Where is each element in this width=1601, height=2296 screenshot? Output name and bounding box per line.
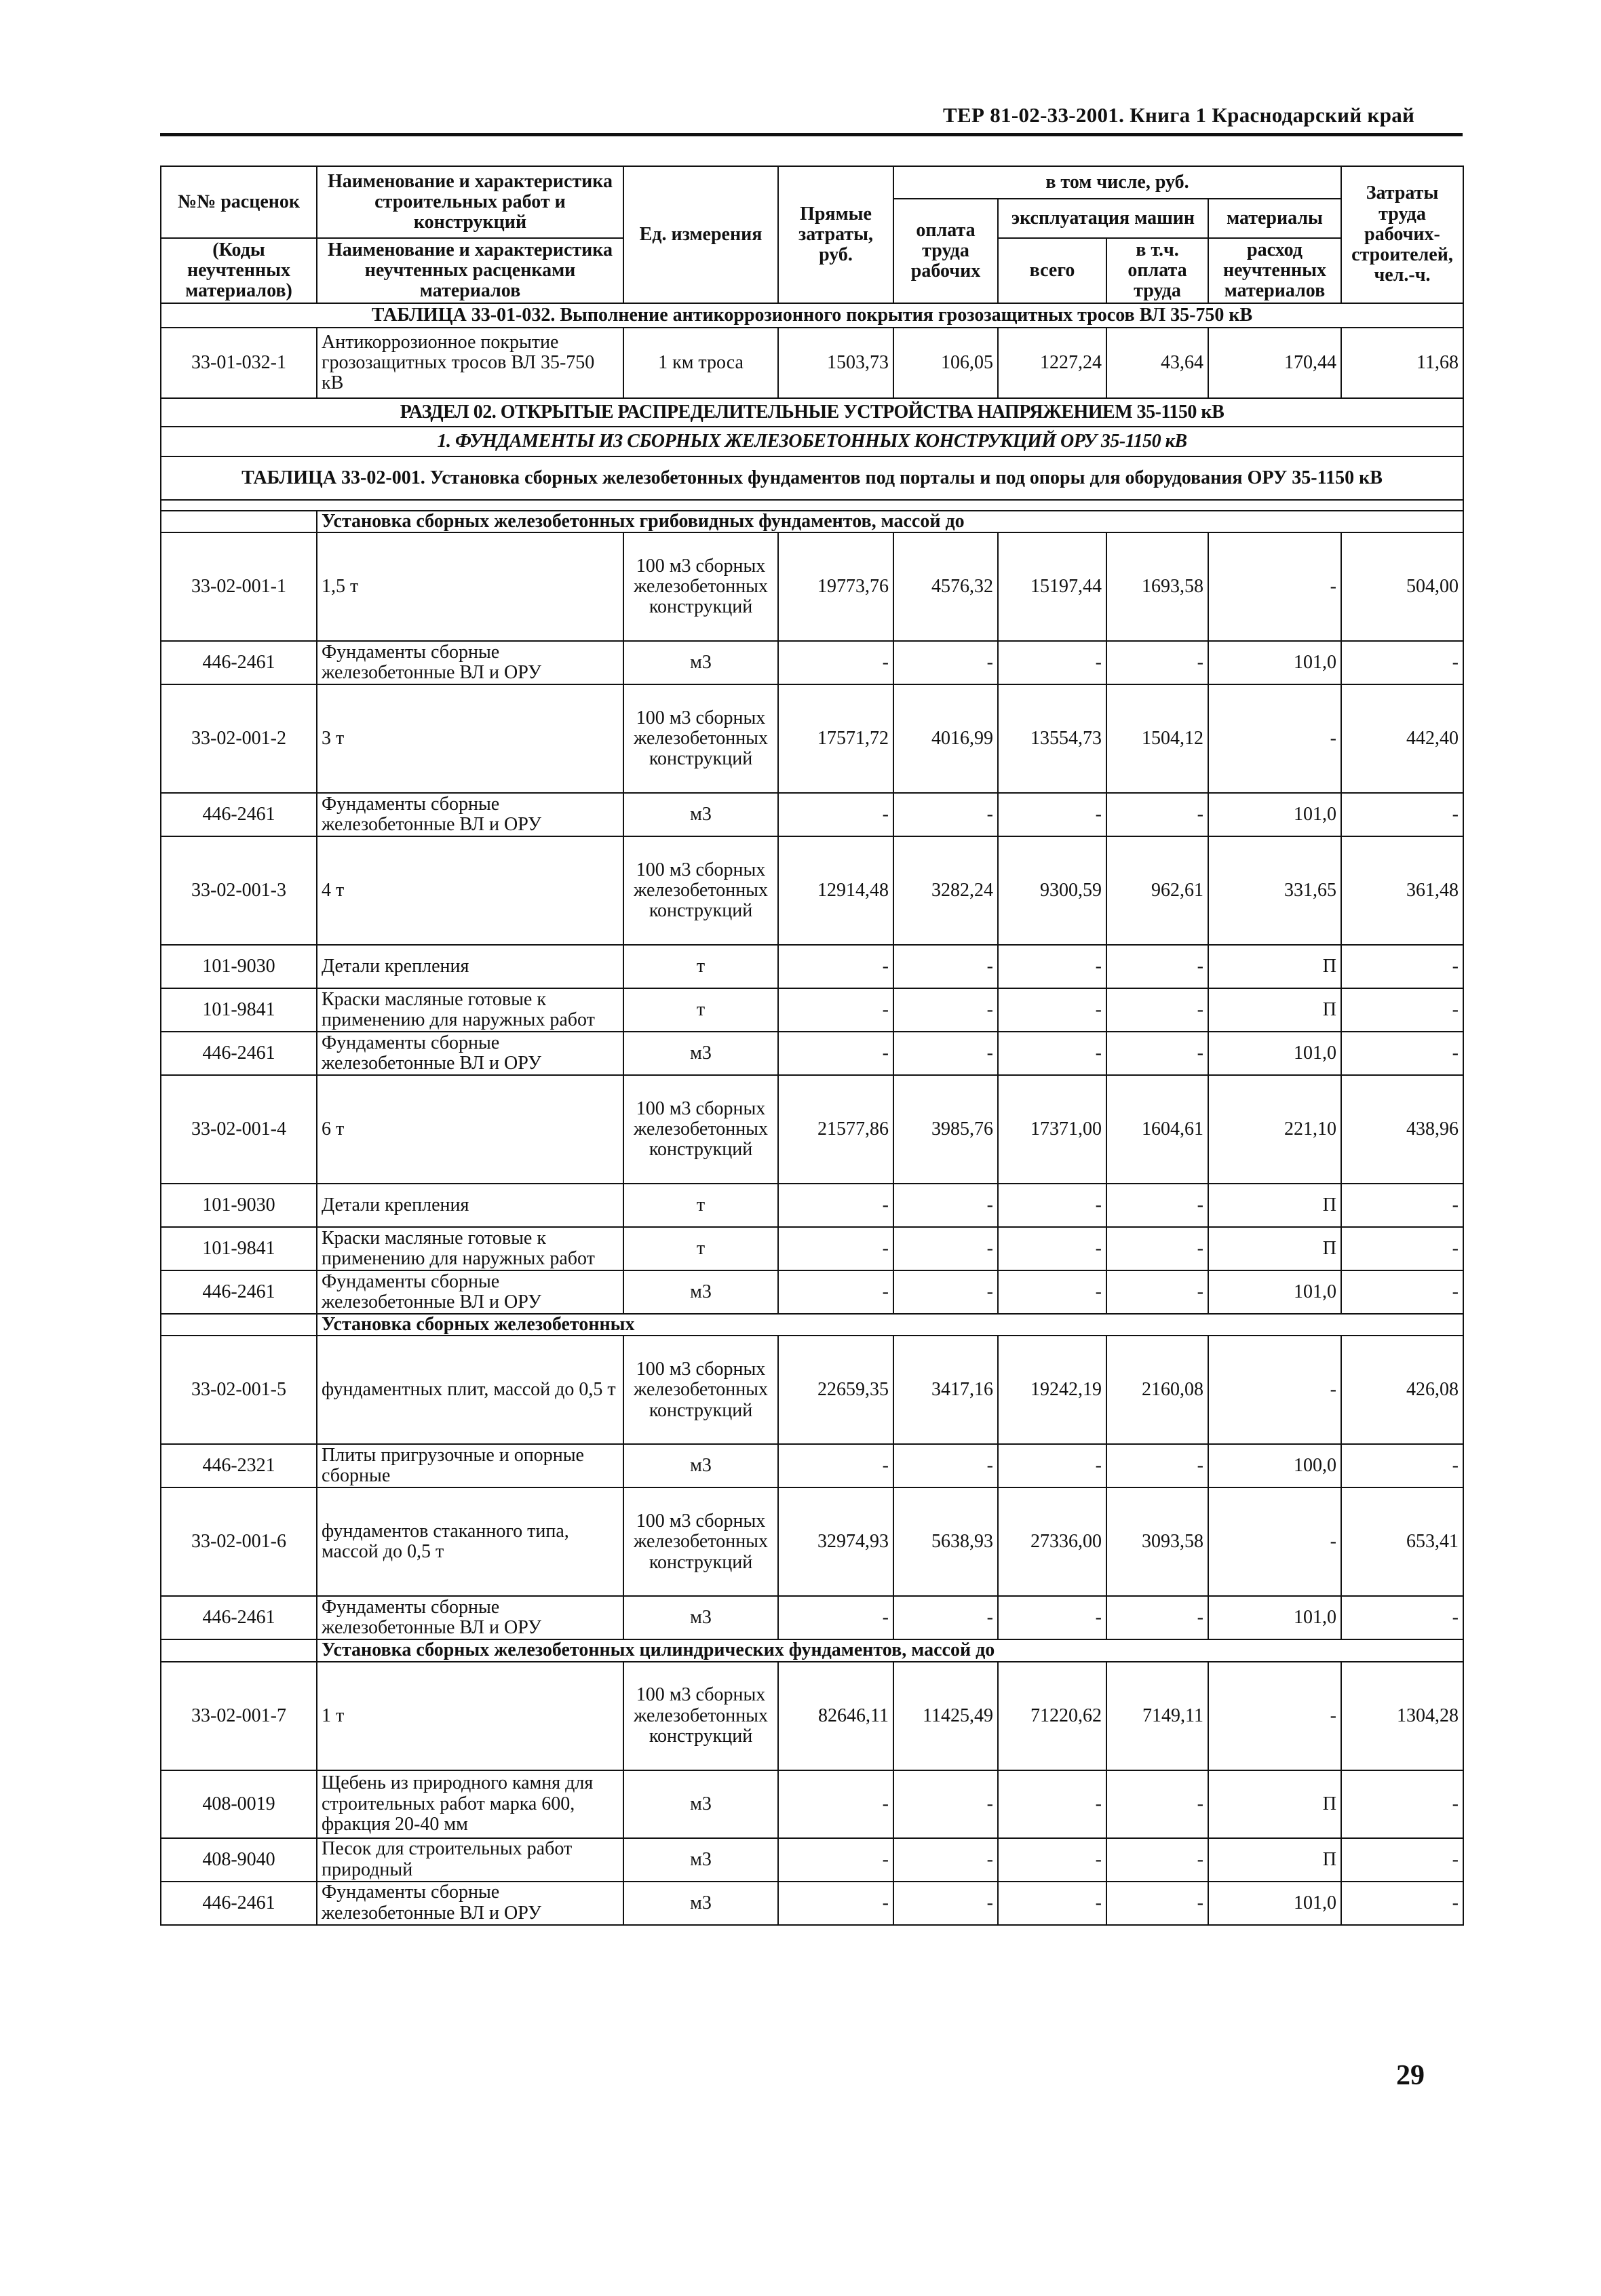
cell-name: Фундаменты сборные железобетонные ВЛ и ОРУ xyxy=(317,1032,623,1075)
col-machines-labor: в т.ч. оплата труда xyxy=(1106,238,1208,303)
cell-mach-pay: 962,61 xyxy=(1106,836,1208,945)
cell-mach-pay: - xyxy=(1106,1838,1208,1882)
cell-direct: - xyxy=(778,1770,893,1838)
cell-labor: - xyxy=(1341,1596,1463,1639)
cell-mach-pay: 1504,12 xyxy=(1106,684,1208,793)
cell-mat: П xyxy=(1208,945,1341,988)
cell-code: 33-02-001-3 xyxy=(161,836,317,945)
cell-pay: 3985,76 xyxy=(893,1075,998,1184)
cell-name: Песок для строительных работ природный xyxy=(317,1838,623,1882)
cell-mach: - xyxy=(998,988,1106,1032)
cell-mach-pay: 7149,11 xyxy=(1106,1662,1208,1770)
cell-code: 446-2461 xyxy=(161,1032,317,1075)
cell-code: 101-9030 xyxy=(161,1184,317,1227)
cell-direct: - xyxy=(778,1882,893,1925)
col-code-bottom: (Коды неучтенных материалов) xyxy=(161,238,317,303)
cell-unit: м3 xyxy=(623,793,778,836)
group-code-cell xyxy=(161,1314,317,1336)
cell-unit: м3 xyxy=(623,1270,778,1314)
cell-labor: - xyxy=(1341,1227,1463,1270)
group-code-cell xyxy=(161,511,317,532)
cell-labor: - xyxy=(1341,988,1463,1032)
cell-name: фундаментов стаканного типа, массой до 0,5 т xyxy=(317,1487,623,1596)
cell-mat: 101,0 xyxy=(1208,641,1341,684)
cell-mach-pay: - xyxy=(1106,1184,1208,1227)
cell-pay: - xyxy=(893,1444,998,1487)
rates-table xyxy=(160,166,1464,1926)
col-materials-sub: расход неучтенных материалов xyxy=(1208,238,1341,303)
cell-labor: 426,08 xyxy=(1341,1336,1463,1444)
table-row xyxy=(161,1336,1463,1444)
cell-unit: м3 xyxy=(623,1882,778,1925)
cell-name: фундаментных плит, массой до 0,5 т xyxy=(317,1336,623,1444)
cell-mach-pay: - xyxy=(1106,1770,1208,1838)
cell-name: Фундаменты сборные железобетонные ВЛ и ОРУ xyxy=(317,641,623,684)
cell-name: Краски масляные готовые к применению для наружных работ xyxy=(317,988,623,1032)
cell-direct: - xyxy=(778,1184,893,1227)
cell-mach-pay: - xyxy=(1106,793,1208,836)
cell-mat: - xyxy=(1208,532,1341,641)
cell-unit: т xyxy=(623,1227,778,1270)
cell-labor: 438,96 xyxy=(1341,1075,1463,1184)
col-unit: Ед. измерения xyxy=(623,166,778,303)
cell-pay: - xyxy=(893,1596,998,1639)
col-name-top: Наименование и характеристика строительных работ и конструкций xyxy=(317,166,623,238)
table-row xyxy=(161,1487,1463,1596)
cell-code: 33-02-001-4 xyxy=(161,1075,317,1184)
col-machines-total: всего xyxy=(998,238,1106,303)
group-code-cell xyxy=(161,1639,317,1661)
cell-direct: - xyxy=(778,1444,893,1487)
table-row: 33-01-032-1 Антикоррозионное покрытие грозозащитных тросов ВЛ 35-750 кВ 1 км троса 1503,73 106,05 1227,24 43,64 170,44 11,68 xyxy=(161,328,1463,398)
cell-mat: - xyxy=(1208,1662,1341,1770)
cell-unit: 100 м3 сборных железобетонных конструкций xyxy=(623,684,778,793)
cell-code: 446-2321 xyxy=(161,1444,317,1487)
cell-mat: П xyxy=(1208,1184,1341,1227)
cell-direct: 17571,72 xyxy=(778,684,893,793)
table-row xyxy=(161,1662,1463,1770)
cell-labor: - xyxy=(1341,1032,1463,1075)
cell-labor: - xyxy=(1341,945,1463,988)
cell-pay: - xyxy=(893,988,998,1032)
cell-mach: - xyxy=(998,1227,1106,1270)
cell-code: 446-2461 xyxy=(161,1270,317,1314)
cell-unit: м3 xyxy=(623,1838,778,1882)
cell-name: 3 т xyxy=(317,684,623,793)
cell-mach: 13554,73 xyxy=(998,684,1106,793)
cell-pay: 3282,24 xyxy=(893,836,998,945)
cell-direct: - xyxy=(778,1838,893,1882)
cell-direct: - xyxy=(778,793,893,836)
cell-mach: - xyxy=(998,1444,1106,1487)
cell-direct: - xyxy=(778,945,893,988)
cell-mach: - xyxy=(998,1032,1106,1075)
cell-labor: - xyxy=(1341,1838,1463,1882)
cell-unit: 100 м3 сборных железобетонных конструкций xyxy=(623,1487,778,1596)
cell-name: Фундаменты сборные железобетонные ВЛ и ОРУ xyxy=(317,1596,623,1639)
cell-labor: - xyxy=(1341,793,1463,836)
group-title: Установка сборных железобетонных грибовидных фундаментов, массой до xyxy=(317,511,1463,532)
cell-mach: - xyxy=(998,641,1106,684)
cell-mach: 15197,44 xyxy=(998,532,1106,641)
spacer-row xyxy=(161,500,1463,511)
cell-labor: - xyxy=(1341,1444,1463,1487)
cell-labor: 504,00 xyxy=(1341,532,1463,641)
cell-mat: 101,0 xyxy=(1208,1270,1341,1314)
cell-name: Фундаменты сборные железобетонные ВЛ и ОРУ xyxy=(317,1270,623,1314)
table-row xyxy=(161,836,1463,945)
cell-unit: м3 xyxy=(623,1596,778,1639)
cell-unit: 100 м3 сборных железобетонных конструкций xyxy=(623,1075,778,1184)
cell-pay: 4016,99 xyxy=(893,684,998,793)
cell-pay: 4576,32 xyxy=(893,532,998,641)
cell-unit: м3 xyxy=(623,1444,778,1487)
cell-code: 446-2461 xyxy=(161,1882,317,1925)
cell-code: 33-02-001-6 xyxy=(161,1487,317,1596)
group-title: Установка сборных железобетонных xyxy=(317,1314,1463,1336)
cell-labor: 1304,28 xyxy=(1341,1662,1463,1770)
cell-pay: 11425,49 xyxy=(893,1662,998,1770)
cell-code: 33-02-001-2 xyxy=(161,684,317,793)
cell-labor: - xyxy=(1341,641,1463,684)
col-labor-cost: Затраты труда рабочих-строителей, чел.-ч. xyxy=(1341,166,1463,303)
cell-mat: П xyxy=(1208,988,1341,1032)
cell-unit: 100 м3 сборных железобетонных конструкций xyxy=(623,836,778,945)
cell-code: 101-9030 xyxy=(161,945,317,988)
col-name-bottom: Наименование и характеристика неучтенных расценками материалов xyxy=(317,238,623,303)
cell-mat: 221,10 xyxy=(1208,1075,1341,1184)
cell-unit: 100 м3 сборных железобетонных конструкций xyxy=(623,1336,778,1444)
cell-direct: 21577,86 xyxy=(778,1075,893,1184)
cell-pay: - xyxy=(893,641,998,684)
cell-code: 446-2461 xyxy=(161,1596,317,1639)
cell-name: 1,5 т xyxy=(317,532,623,641)
table-row xyxy=(161,793,1463,836)
col-incl-group: в том числе, руб. xyxy=(893,166,1341,199)
section-title: РАЗДЕЛ 02. ОТКРЫТЫЕ РАСПРЕДЕЛИТЕЛЬНЫЕ УСТРОЙСТВА НАПРЯЖЕНИЕМ 35-1150 кВ xyxy=(161,398,1463,427)
cell-name: Плиты пригрузочные и опорные сборные xyxy=(317,1444,623,1487)
cell-labor: - xyxy=(1341,1882,1463,1925)
table-caption: ТАБЛИЦА 33-02-001. Установка сборных железобетонных фундаментов под порталы и под опоры для оборудования ОРУ 35-1150 кВ xyxy=(161,456,1463,500)
cell-mach: 19242,19 xyxy=(998,1336,1106,1444)
cell-code: 101-9841 xyxy=(161,988,317,1032)
cell-mach: - xyxy=(998,1882,1106,1925)
cell-mat: 101,0 xyxy=(1208,1032,1341,1075)
cell-direct: 22659,35 xyxy=(778,1336,893,1444)
cell-code: 408-0019 xyxy=(161,1770,317,1838)
table-row xyxy=(161,1032,1463,1075)
cell-mach: - xyxy=(998,1838,1106,1882)
cell-mach: - xyxy=(998,1270,1106,1314)
cell-mat: - xyxy=(1208,684,1341,793)
cell-mach-pay: - xyxy=(1106,945,1208,988)
table-row xyxy=(161,1227,1463,1270)
cell-mach: 27336,00 xyxy=(998,1487,1106,1596)
cell-unit: м3 xyxy=(623,1770,778,1838)
cell-pay: - xyxy=(893,1882,998,1925)
cell-name: Фундаменты сборные железобетонные ВЛ и ОРУ xyxy=(317,1882,623,1925)
cell-name: Краски масляные готовые к применению для наружных работ xyxy=(317,1227,623,1270)
table-row xyxy=(161,641,1463,684)
cell-unit: м3 xyxy=(623,641,778,684)
cell-labor: 653,41 xyxy=(1341,1487,1463,1596)
table-row xyxy=(161,1444,1463,1487)
cell-pay: - xyxy=(893,1032,998,1075)
table-row xyxy=(161,988,1463,1032)
cell-name: Детали крепления xyxy=(317,1184,623,1227)
cell-labor: 361,48 xyxy=(1341,836,1463,945)
cell-mach-pay: - xyxy=(1106,988,1208,1032)
cell-mach-pay: 1604,61 xyxy=(1106,1075,1208,1184)
col-machines-group: эксплуатация машин xyxy=(998,199,1208,238)
cell-code: 446-2461 xyxy=(161,641,317,684)
cell-pay: - xyxy=(893,793,998,836)
table-row xyxy=(161,1838,1463,1882)
cell-pay: 3417,16 xyxy=(893,1336,998,1444)
cell-unit: 100 м3 сборных железобетонных конструкций xyxy=(623,1662,778,1770)
cell-labor: - xyxy=(1341,1770,1463,1838)
col-direct: Прямые затраты, руб. xyxy=(778,166,893,303)
cell-code: 408-9040 xyxy=(161,1838,317,1882)
cell-mach-pay: 1693,58 xyxy=(1106,532,1208,641)
col-materials-group: материалы xyxy=(1208,199,1341,238)
cell-name: 6 т xyxy=(317,1075,623,1184)
cell-name: 4 т xyxy=(317,836,623,945)
cell-code: 33-02-001-7 xyxy=(161,1662,317,1770)
table-row xyxy=(161,1270,1463,1314)
cell-mat: - xyxy=(1208,1336,1341,1444)
cell-direct: - xyxy=(778,1032,893,1075)
cell-mach: - xyxy=(998,945,1106,988)
table-row xyxy=(161,1075,1463,1184)
cell-code: 33-02-001-5 xyxy=(161,1336,317,1444)
cell-mach-pay: - xyxy=(1106,1596,1208,1639)
cell-pay: - xyxy=(893,1770,998,1838)
cell-unit: 100 м3 сборных железобетонных конструкций xyxy=(623,532,778,641)
cell-mach: - xyxy=(998,793,1106,836)
cell-unit: т xyxy=(623,1184,778,1227)
cell-direct: 82646,11 xyxy=(778,1662,893,1770)
cell-mat: - xyxy=(1208,1487,1341,1596)
col-labor-pay: оплата труда рабочих xyxy=(893,199,998,303)
cell-unit: м3 xyxy=(623,1032,778,1075)
table-row xyxy=(161,684,1463,793)
cell-pay: - xyxy=(893,1184,998,1227)
cell-mach: 17371,00 xyxy=(998,1075,1106,1184)
cell-mat: П xyxy=(1208,1227,1341,1270)
cell-direct: - xyxy=(778,1596,893,1639)
cell-mat: 331,65 xyxy=(1208,836,1341,945)
cell-mat: 101,0 xyxy=(1208,793,1341,836)
cell-direct: - xyxy=(778,988,893,1032)
cell-code: 101-9841 xyxy=(161,1227,317,1270)
cell-direct: - xyxy=(778,1227,893,1270)
table-row xyxy=(161,1184,1463,1227)
cell-pay: - xyxy=(893,1227,998,1270)
cell-mach-pay: - xyxy=(1106,1270,1208,1314)
cell-mach-pay: - xyxy=(1106,1227,1208,1270)
cell-pay: - xyxy=(893,945,998,988)
page-header: ТЕР 81-02-33-2001. Книга 1 Краснодарский край xyxy=(943,103,1415,127)
cell-mach-pay: - xyxy=(1106,641,1208,684)
cell-direct: 12914,48 xyxy=(778,836,893,945)
cell-code: 33-02-001-1 xyxy=(161,532,317,641)
table-row xyxy=(161,532,1463,641)
cell-direct: - xyxy=(778,641,893,684)
cell-mat: П xyxy=(1208,1770,1341,1838)
cell-direct: 19773,76 xyxy=(778,532,893,641)
cell-unit: т xyxy=(623,988,778,1032)
cell-unit: т xyxy=(623,945,778,988)
page-number: 29 xyxy=(1396,2060,1425,2091)
col-code-top: №№ расценок xyxy=(161,166,317,238)
cell-direct: 32974,93 xyxy=(778,1487,893,1596)
cell-mach-pay: - xyxy=(1106,1444,1208,1487)
cell-code: 446-2461 xyxy=(161,793,317,836)
cell-direct: - xyxy=(778,1270,893,1314)
cell-name: 1 т xyxy=(317,1662,623,1770)
cell-mach-pay: 2160,08 xyxy=(1106,1336,1208,1444)
table-row xyxy=(161,1596,1463,1639)
cell-mach: - xyxy=(998,1596,1106,1639)
cell-mach-pay: 3093,58 xyxy=(1106,1487,1208,1596)
cell-mat: 101,0 xyxy=(1208,1596,1341,1639)
cell-mach-pay: - xyxy=(1106,1882,1208,1925)
cell-mach: - xyxy=(998,1184,1106,1227)
cell-mach: 71220,62 xyxy=(998,1662,1106,1770)
table-row xyxy=(161,945,1463,988)
cell-mat: 100,0 xyxy=(1208,1444,1341,1487)
cell-mach: 9300,59 xyxy=(998,836,1106,945)
cell-name: Щебень из природного камня для строительных работ марка 600, фракция 20-40 мм xyxy=(317,1770,623,1838)
cell-name: Фундаменты сборные железобетонные ВЛ и ОРУ xyxy=(317,793,623,836)
cell-labor: - xyxy=(1341,1270,1463,1314)
cell-pay: - xyxy=(893,1270,998,1314)
cell-mach-pay: - xyxy=(1106,1032,1208,1075)
table-row xyxy=(161,1770,1463,1838)
cell-mach: - xyxy=(998,1770,1106,1838)
group-title: Установка сборных железобетонных цилиндрических фундаментов, массой до xyxy=(317,1639,1463,1661)
subsection-title: 1. ФУНДАМЕНТЫ ИЗ СБОРНЫХ ЖЕЛЕЗОБЕТОННЫХ КОНСТРУКЦИЙ ОРУ 35-1150 кВ xyxy=(161,427,1463,456)
cell-mat: П xyxy=(1208,1838,1341,1882)
cell-pay: 5638,93 xyxy=(893,1487,998,1596)
cell-mat: 101,0 xyxy=(1208,1882,1341,1925)
cell-pay: - xyxy=(893,1838,998,1882)
cell-labor: - xyxy=(1341,1184,1463,1227)
header-rule xyxy=(160,133,1463,136)
cell-name: Детали крепления xyxy=(317,945,623,988)
table-row xyxy=(161,1882,1463,1925)
table-caption: ТАБЛИЦА 33-01-032. Выполнение антикоррозионного покрытия грозозащитных тросов ВЛ 35-750 кВ xyxy=(161,303,1463,328)
cell-labor: 442,40 xyxy=(1341,684,1463,793)
